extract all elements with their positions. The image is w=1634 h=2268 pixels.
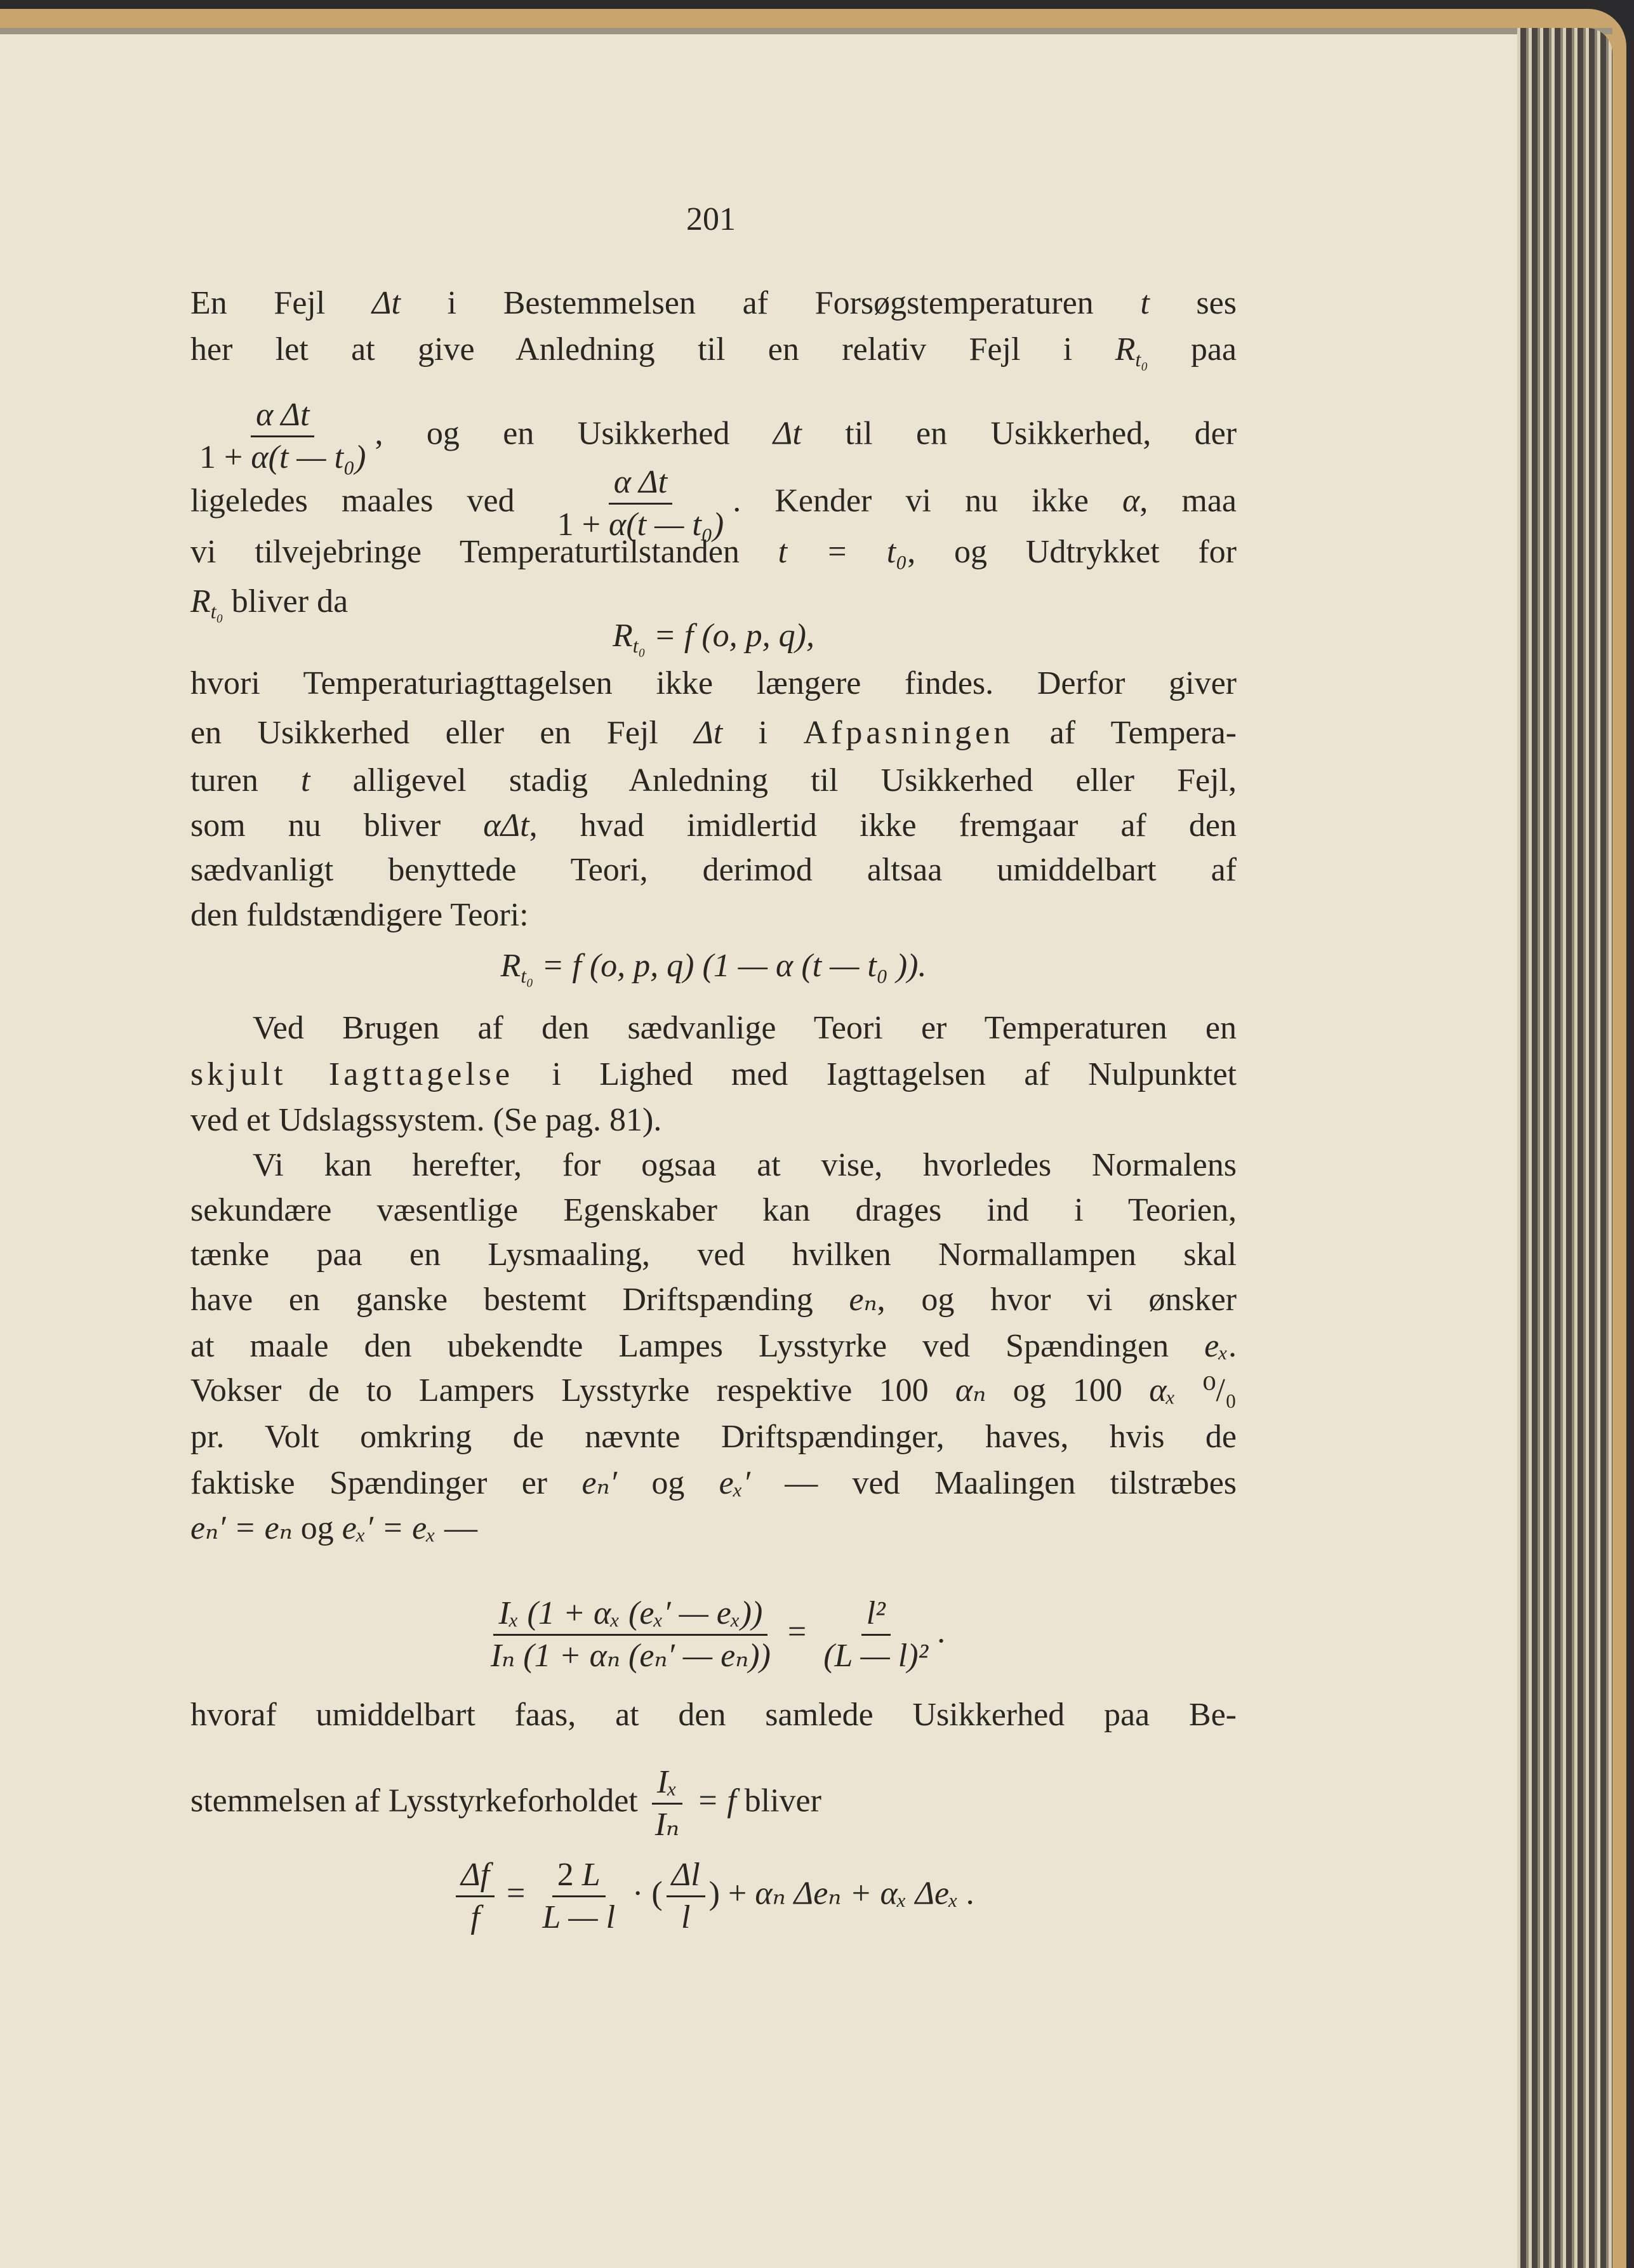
math-expression: = f (o, p, q) (1 — α (t — t₀ )). [533,948,927,984]
spaced-text: Afpasningen [803,715,1014,751]
text-run: at maale den ubekendte Lampes Lysstyrke ved Spændingen [190,1328,1205,1364]
text-line [190,1146,1237,1184]
math-expression: L — l [542,1899,616,1935]
math-expression: α Δt [256,397,310,433]
text-run: hvoraf umiddelbart faas, at den samlede Usikkerhed paa Be- [190,1697,1237,1733]
text-line [190,1281,1237,1319]
page-stack-edge [1517,28,1612,2268]
fraction [818,1593,933,1676]
text-line [190,331,1237,378]
text-line [190,714,1237,752]
math-expression: eₙ′ [581,1465,617,1501]
text-run: have en ganske bestemt Driftspænding [190,1282,849,1318]
text-run: . [1228,1328,1237,1364]
text-line [190,1009,1237,1047]
subscript: t₀ [1135,348,1148,371]
text-run: sekundære væsentlige Egenskaber kan drages ind i Teorien, [190,1192,1237,1228]
math-expression: eₓ′ [719,1465,750,1501]
text-line [190,896,1237,934]
text-run: 2 [557,1857,582,1893]
text-run: — [435,1510,477,1546]
math-expression: eₓ′ = eₓ [342,1510,436,1546]
equation-line [190,1855,1237,1938]
subscript: t₀ [210,600,223,623]
math-expression: Iₓ (1 + αₓ (eₓ′ — eₓ)) [498,1595,763,1631]
denominator [676,1897,695,1938]
text-line [190,1101,1237,1139]
math-expression: Iₙ (1 + αₙ (eₙ′ — eₙ)) [490,1638,771,1674]
text-run: ) + [708,1875,755,1912]
text-run: 1 + [557,507,609,543]
math-expression: t = t₀ [778,534,908,570]
math-expression: α [1122,482,1140,519]
math-expression: L [581,1857,601,1893]
denominator [818,1636,933,1676]
text-run: ligeledes maales ved [190,482,548,519]
equation-line [190,1593,1237,1676]
text-run: pr. Volt omkring de nævnte Driftspændinger, haves, hvis de [190,1419,1237,1455]
fraction [667,1855,705,1938]
fraction [537,1855,620,1938]
text-run: af Tempera- [1014,715,1237,751]
equation-line [190,947,1237,995]
numerator [251,395,314,437]
numerator [609,462,672,505]
text-line [190,1418,1237,1456]
text-run: , hvad imidlertid ikke fremgaar af den [529,807,1237,844]
text-run: faktiske Spændinger er [190,1465,582,1501]
denominator [486,1636,776,1676]
text-line [190,1327,1237,1365]
math-expression: t [301,762,310,799]
page-stack-top [0,28,1612,34]
text-run: alligevel stadig Anledning til Usikkerhed eller Fejl, [310,762,1237,799]
text-line [190,284,1237,322]
denominator [537,1897,620,1938]
math-expression: Δt [371,285,401,321]
text-run: Vokser de to Lampers Lysstyrke respektive 100 [190,1372,955,1409]
text-line [190,1762,1237,1845]
math-expression: l [681,1899,691,1935]
numerator [861,1593,891,1636]
page-number: 201 [686,201,736,237]
denominator [650,1805,684,1845]
text-run: . [937,1614,946,1650]
text-run: , og hvor vi ønsker [877,1282,1237,1318]
text-run: , og en Usikkerhed [375,415,773,452]
math-expression: Iₓ [656,1764,677,1800]
text-line [190,1191,1237,1230]
text-line [190,1509,1237,1548]
text-run: Ved Brugen af den sædvanlige Teori er Temperaturen en [253,1010,1237,1046]
fraction [486,1593,776,1676]
math-expression: eₙ′ = eₙ [190,1510,293,1546]
text-line [190,807,1237,845]
text-run: og [292,1510,342,1546]
math-expression: t [1140,285,1150,321]
text-run: , maa [1139,482,1237,519]
math-expression: R [613,618,633,654]
math-expression: Δf [461,1857,490,1893]
text-run: ved et Udslagssystem. (Se pag. 81). [190,1102,662,1138]
text-run: = [498,1875,534,1912]
denominator [465,1897,484,1938]
text-line [190,1056,1237,1094]
numerator [652,1762,682,1805]
text-run: , og Udtrykket for [907,534,1237,570]
text-run: paa [1148,331,1237,368]
text-run: som nu bliver [190,807,484,844]
text-run: turen [190,762,302,799]
math-expression: = f (o, p, q), [645,618,814,654]
text-run: En Fejl [190,285,372,321]
subscript: t₀ [521,964,534,987]
math-expression: R [500,948,521,984]
fraction [650,1762,684,1845]
text-line [190,1236,1237,1274]
text-line [190,762,1237,800]
text-line [190,665,1237,703]
text-run: i Bestemmelsen af Forsøgstemperaturen [400,285,1141,321]
math-expression: αₓ [1149,1372,1176,1409]
text-run: en Usikkerhed eller en Fejl [190,715,694,751]
math-expression: Δl [671,1857,700,1893]
math-expression: (L — l)² [823,1638,929,1674]
text-run: vi tilvejebringe Temperaturtilstanden [190,534,778,570]
text-run: tænke paa en Lysmaaling, ved hvilken Normallampen skal [190,1237,1237,1273]
math-expression: α(t — t₀) [609,507,724,543]
math-expression: α Δt [613,464,668,500]
math-expression: Iₙ [654,1807,680,1843]
math-expression: αₙ Δeₙ + αₓ Δeₓ . [755,1875,975,1912]
numerator [552,1855,606,1897]
text-run: ses [1149,285,1237,321]
equation-line [190,617,1237,665]
text-run: Vi kan herefter, for ogsaa at vise, hvorledes Normalens [253,1147,1237,1183]
math-expression: αₙ [955,1372,986,1409]
text-line [190,1464,1237,1502]
text-run: til en Usikkerhed, der [801,415,1237,452]
numerator [456,1855,495,1897]
text-run: her let at give Anledning til en relativ Fejl i [190,331,1115,368]
numerator [667,1855,705,1897]
text-line [190,851,1237,889]
text-run: hvori Temperaturiagttagelsen ikke længere findes. Derfor giver [190,665,1237,701]
math-expression: f [470,1899,480,1935]
text-run: ⁰/₀ [1176,1372,1237,1409]
text-run: 1 + [199,439,251,475]
math-expression: αΔt [483,807,529,844]
math-expression: Δt [694,715,723,751]
math-expression: = f [688,1782,736,1819]
math-expression: R [1115,331,1136,368]
text-run: bliver [736,1782,821,1819]
text-run: · ( [624,1875,663,1912]
math-expression: α(t — t₀) [251,439,366,475]
math-expression: l² [866,1595,886,1631]
text-run: — ved Maalingen tilstræbes [750,1465,1237,1501]
math-expression: eₓ [1204,1328,1228,1364]
text-line [190,1696,1237,1734]
text-run: = [779,1614,815,1650]
text-run: og 100 [986,1372,1150,1409]
text-run: i Lighed med Iagttagelsen af Nulpunktet [514,1056,1237,1092]
math-expression: Δt [773,415,802,452]
text-run: . Kender vi nu ikke [733,482,1122,519]
math-expression: eₙ [849,1282,877,1318]
text-line [190,533,1237,571]
text-run: bliver da [223,583,349,620]
fraction [456,1855,495,1938]
text-line [190,1372,1237,1410]
text-run: og [616,1465,719,1501]
numerator [493,1593,767,1636]
subscript: t₀ [632,634,646,657]
math-expression: R [190,583,211,620]
spaced-text: skjult Iagttagelse [190,1056,514,1092]
text-run: den fuldstændigere Teori: [190,897,529,933]
text-run: i [722,715,804,751]
text-run: sædvanligt benyttede Teori, derimod altsaa umiddelbart af [190,852,1237,888]
text-run: stemmelsen af Lysstyrkeforholdet [190,1782,646,1819]
